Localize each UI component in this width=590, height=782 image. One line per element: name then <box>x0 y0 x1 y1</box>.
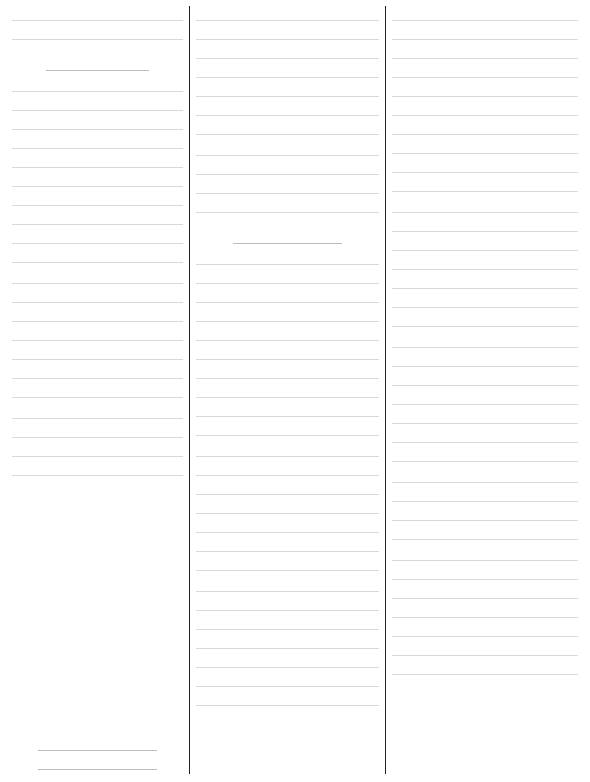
paragraph <box>12 404 183 480</box>
section-subheading <box>46 48 149 71</box>
paragraph <box>196 442 379 575</box>
paragraph <box>392 546 578 679</box>
paragraph <box>196 577 379 710</box>
paragraph <box>392 6 578 196</box>
paragraph <box>12 6 183 44</box>
paragraph <box>392 468 578 544</box>
paragraph <box>12 269 183 402</box>
paragraph <box>196 141 379 217</box>
signature-line <box>38 732 158 751</box>
author-signature <box>12 732 183 770</box>
text-column-right <box>386 6 584 774</box>
paragraph <box>196 6 379 139</box>
paragraph <box>392 333 578 466</box>
signature-line <box>38 751 158 770</box>
paragraph <box>392 198 578 331</box>
text-column-middle <box>190 6 386 774</box>
section-subheading <box>233 221 343 244</box>
text-column-left <box>6 6 190 774</box>
paragraph <box>196 250 379 440</box>
paragraph <box>12 77 183 267</box>
